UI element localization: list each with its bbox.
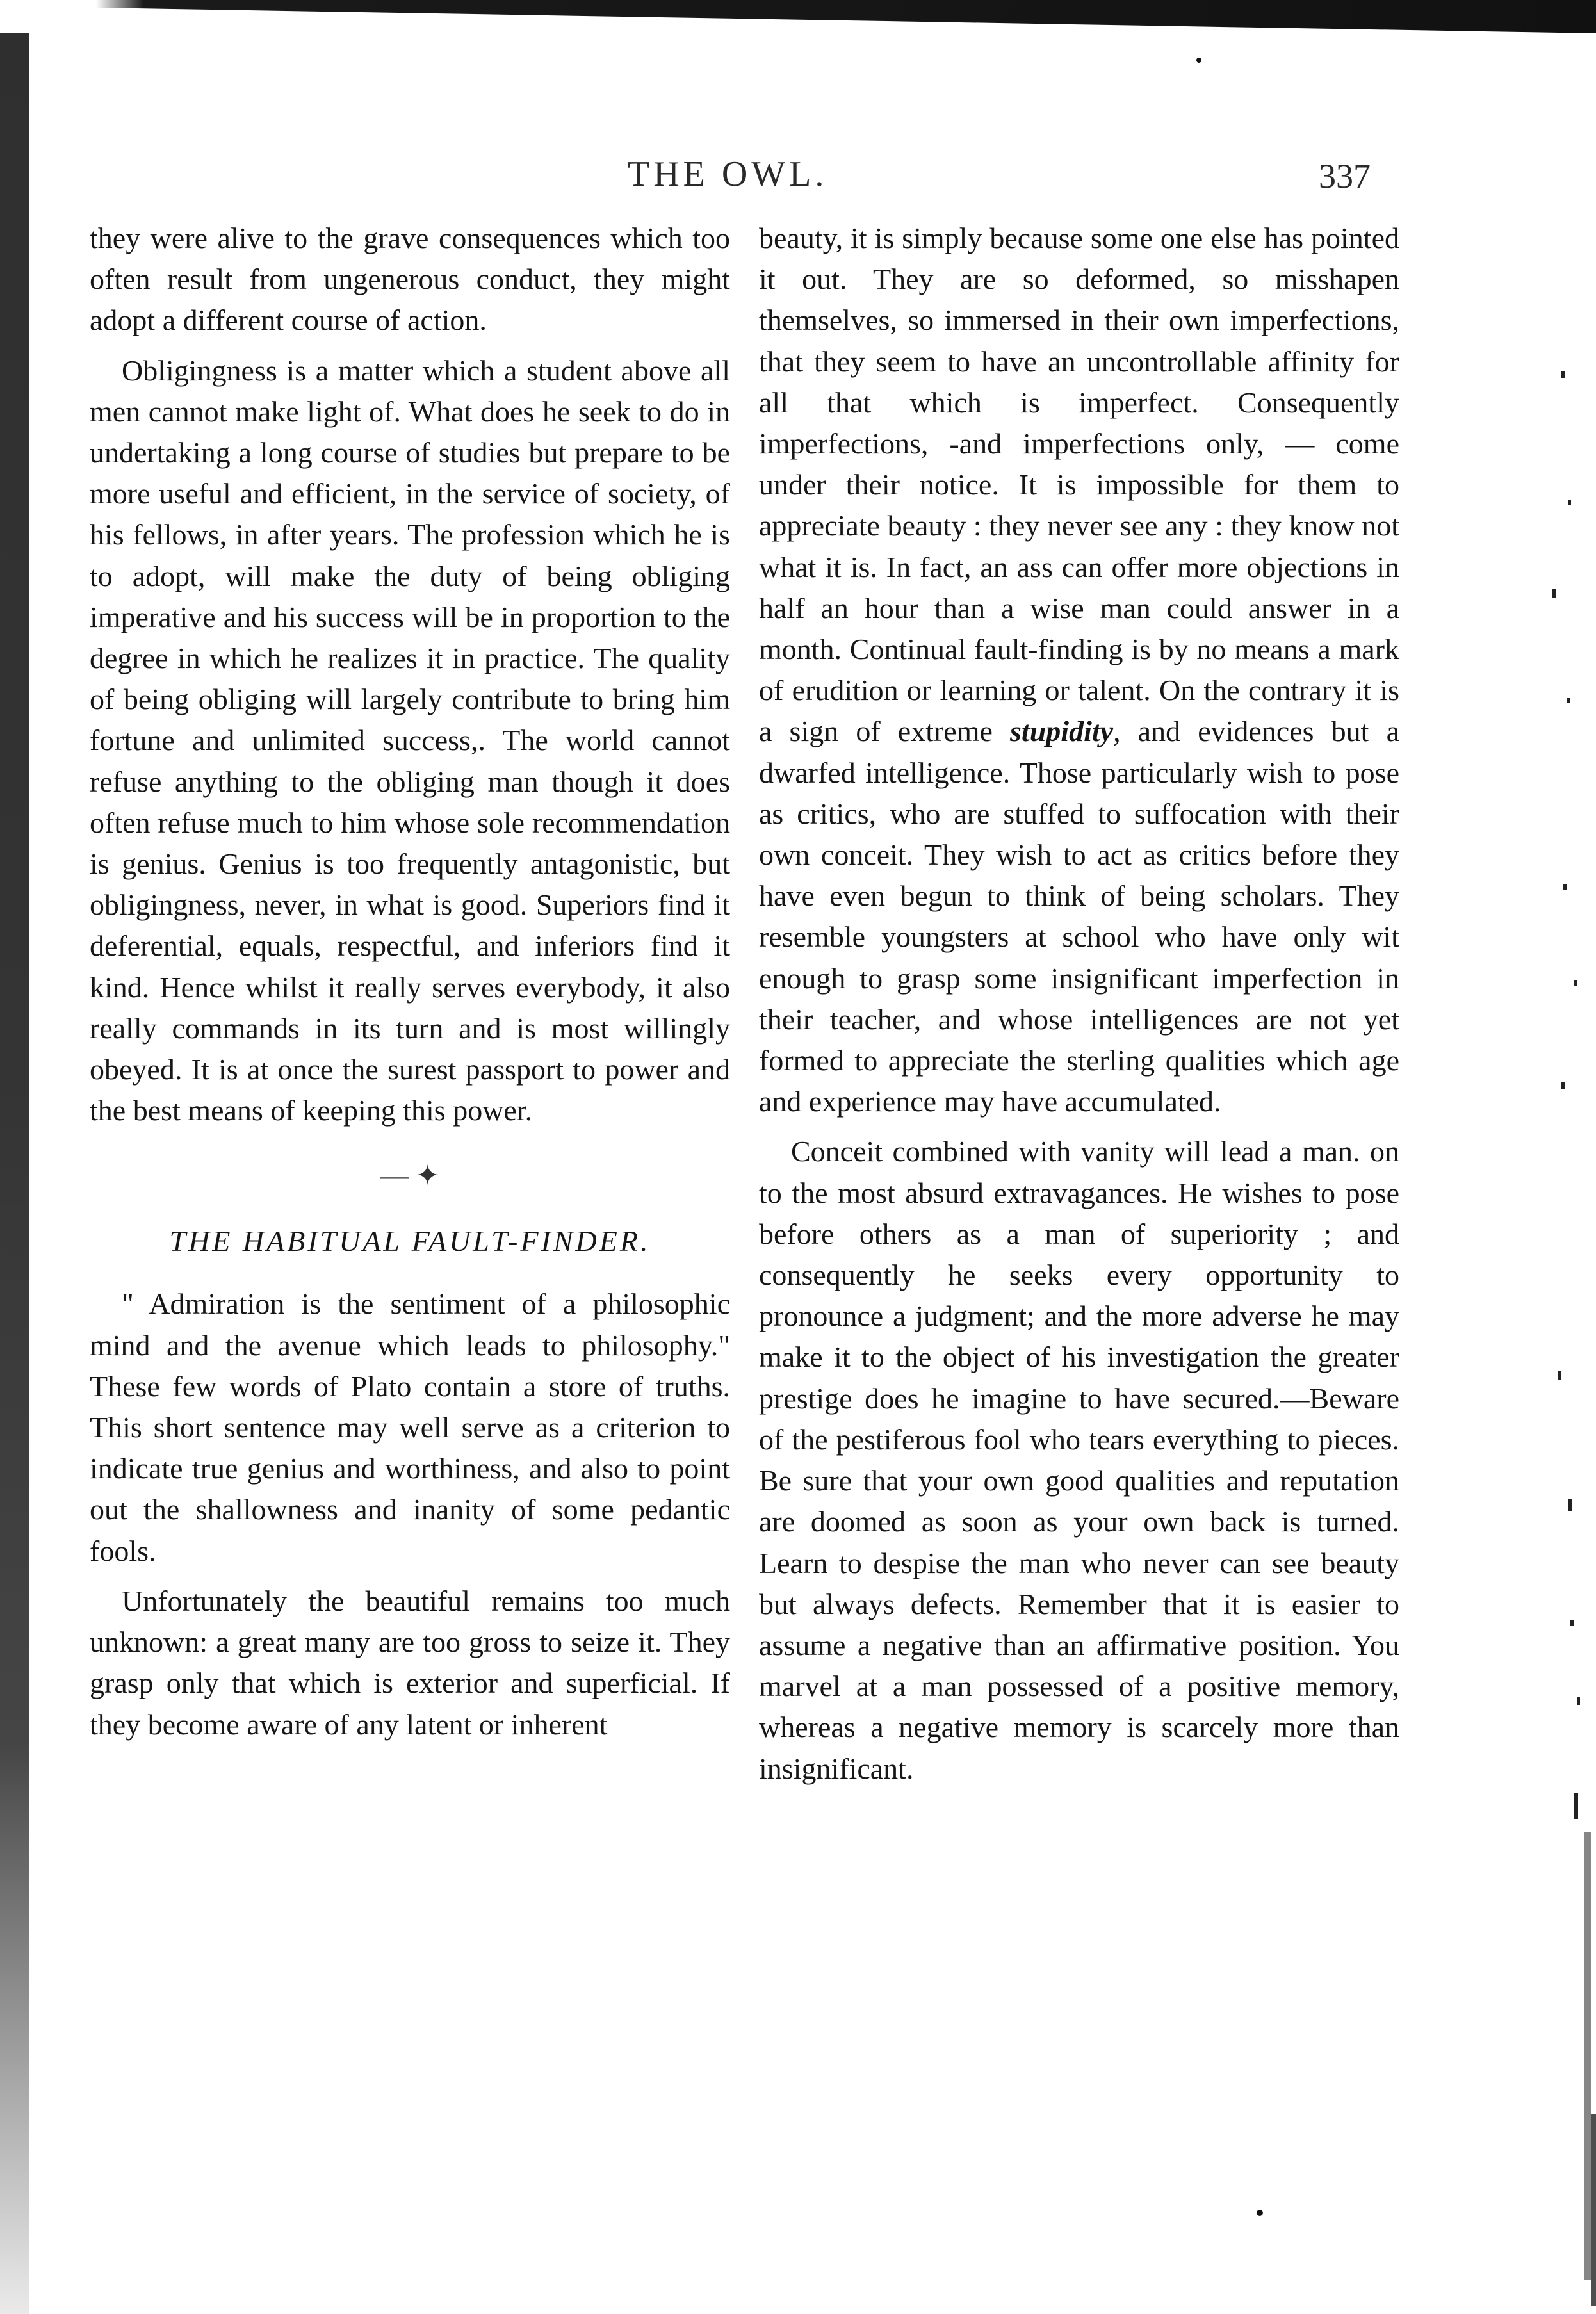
right-paragraph-2: Conceit combined with vanity will lead a man. on to the most absurd extravagances. He wishes to pose before others as a man of superiority ; and consequently he seeks every opportunity to pronounce a judgment; and the more adverse he may make it to the object of his investigation the greater prestige does he imagine to have secured.—Beware of the pestiferous fool who tears everything to pieces. Be sure that your own good qualities and reputation are doomed as soon as your own back is turned. Learn to despise the man who never can see beauty but always defects. Remember that it is easier to assume a negative than an affirmative position. You marvel at a man possessed of a positive memory, whereas a negative memory is scarcely more than insignificant. [759, 1135, 1399, 1785]
right-paragraph-1-text-b: , and evidences but a dwarfed intelligence. Those particularly wish to pose as critics, who are stuffed to suffocation with their own conceit. They wish to act as critics before they have even begun to think of being scholars. They resemble youngsters at school who have only wit enough to grasp some insignificant imperfection in their teacher, and whose intelligences are not yet formed to appreciate the sterling qualities which age and experience may have accumulated. [759, 715, 1400, 1118]
ink-dot-top [1196, 58, 1201, 63]
left-paragraph-1: they were alive to the grave consequences which too often result from ungenerous conduct, they might adopt a different course of action. [90, 222, 730, 337]
right-paragraph-1 [759, 218, 1399, 1122]
section-ornament: — ✦ [380, 1160, 439, 1192]
right-column [759, 218, 1399, 1798]
section-heading: THE HABITUAL FAULT-FINDER. [169, 1225, 651, 1258]
ink-dot-bottom [1257, 2210, 1263, 2216]
left-paragraph-2: Obligingness is a matter which a student above all men cannot make light of. What does he seek to do in undertaking a long course of studies but prepare to be more useful and efficient, in the service of society, of his fellows, in after years. The profession which he is to adopt, will make the duty of being obliging imperative and his success will be in proportion to the degree in which he realizes it in practice. The quality of being obliging will largely contribute to bring him fortune and unlimited success,. The world cannot refuse anything to the obliging man though it does often refuse much to him whose sole recommendation is genius. Genius is too frequently antagonistic, but obligingness, never, in what is good. Superiors find it deferential, equals, respectful, and inferiors find it kind. Hence whilst it really serves everybody, it also really commands in its turn and is most willingly obeyed. It is at once the surest passport to power and the best means of keeping this power. [90, 354, 730, 1127]
left-column [90, 218, 730, 1754]
emphasized-word: stupidity [1010, 715, 1114, 748]
left-paragraph-3: " Admiration is the sentiment of a philosophic mind and the avenue which leads to philosophy." These few words of Plato contain a store of truths. This short sentence may well serve as a criterion to indicate true genius and worthiness, and also to point out the shallowness and inanity of some pedantic fools. [90, 1287, 730, 1567]
page-header [0, 141, 1596, 199]
page-number: 337 [1319, 157, 1371, 195]
running-title: THE OWL. [628, 154, 828, 194]
left-paragraph-4: Unfortunately the beautiful remains too much unknown: a great many are too gross to seize it. They grasp only that which is exterior and superficial. If they become aware of any latent or inherent [90, 1584, 730, 1741]
binding-edge-shadow [0, 33, 29, 2314]
top-edge-shadow [0, 0, 1596, 33]
right-margin-speckles [1529, 256, 1596, 2314]
right-paragraph-1-text-a: beauty, it is simply because some one else has pointed it out. They are so deformed, so misshapen themselves, so immersed in their own imperfections, that they seem to have an uncontrollable affinity for all that which is imperfect. Consequently imperfections, -and imperfections only, — come under their notice. It is impossible for them to appreciate beauty : they never see any : they know not what it is. In fact, an ass can offer more objections in half an hour than a wise man could answer in a month. Continual fault-finding is by no means a mark of erudition or learning or talent. On the contrary it is a sign of extreme [759, 222, 1399, 748]
